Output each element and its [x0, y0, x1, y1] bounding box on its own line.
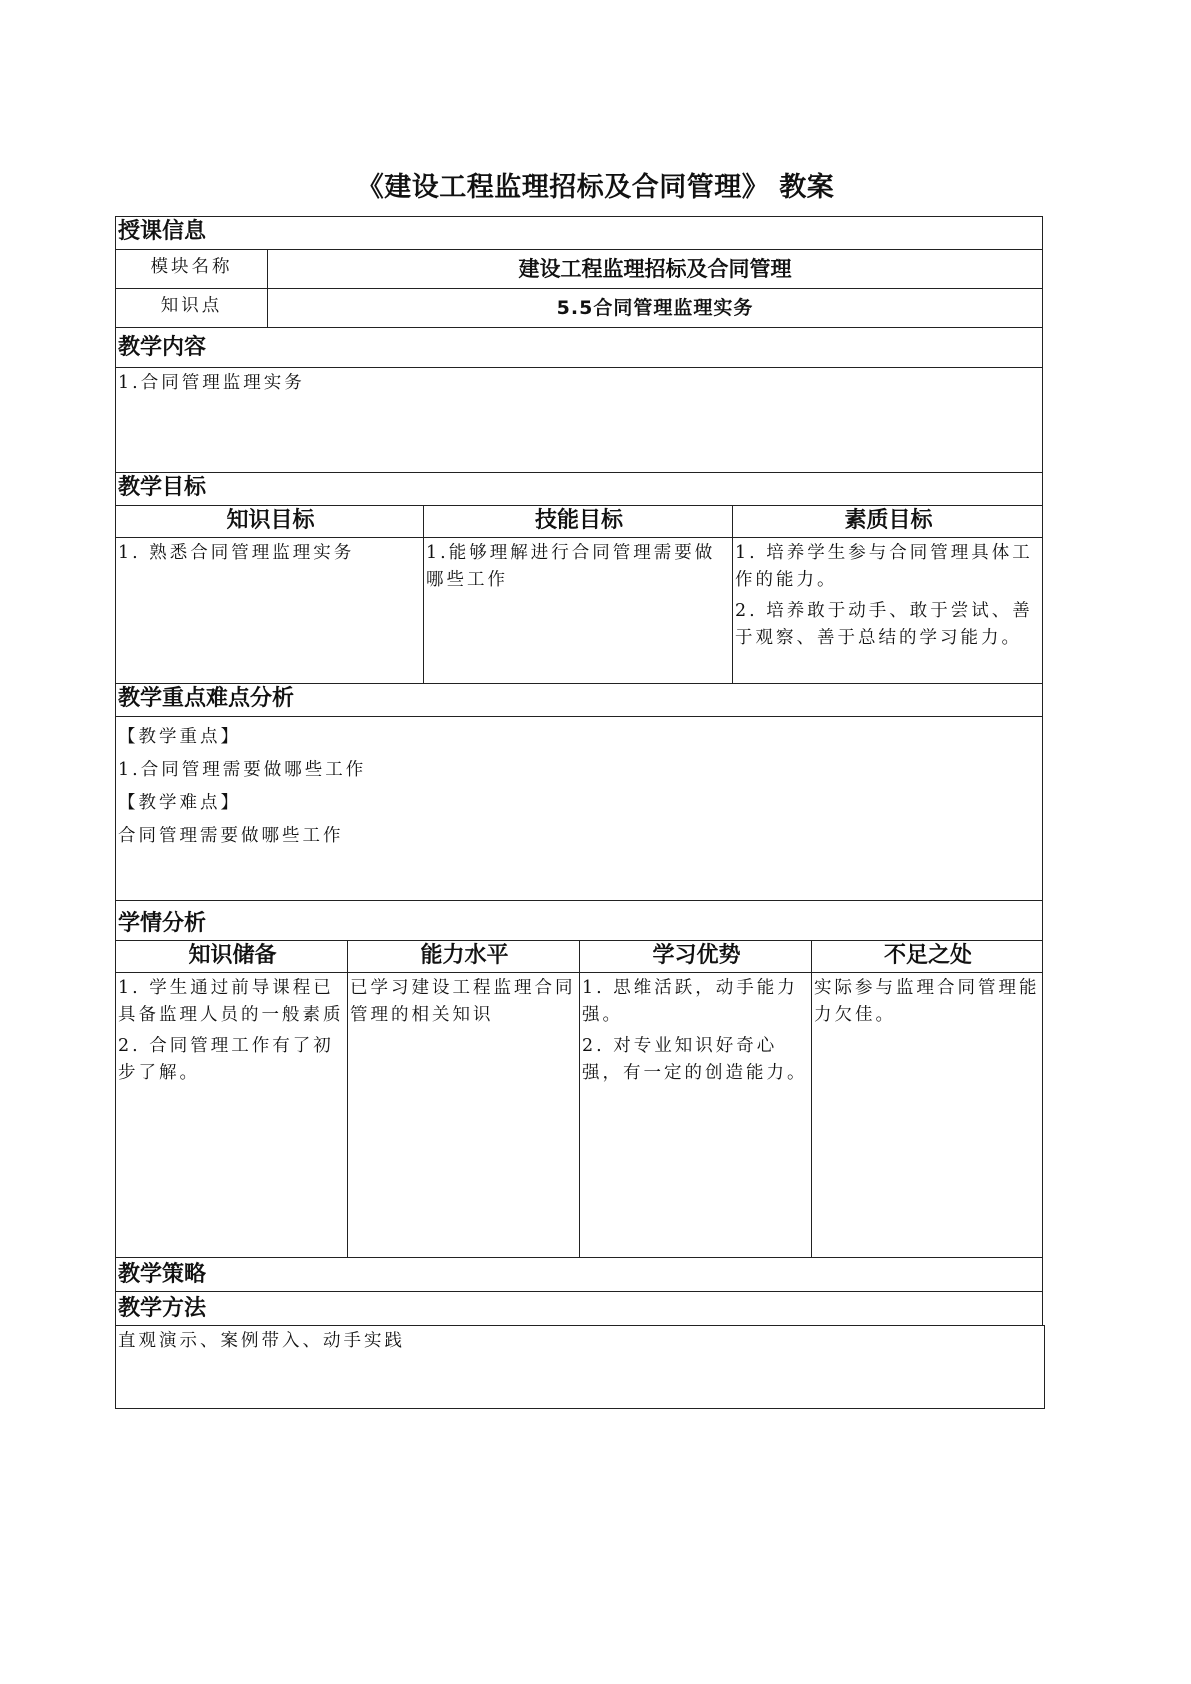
analysis-advantage-item: 1. 思维活跃，动手能力强。 — [582, 978, 798, 1025]
goal-skill-text: 1.能够理解进行合同管理需要做哪些工作 — [423, 537, 733, 684]
goal-header-skill: 技能目标 — [423, 505, 733, 538]
module-name-label: 模块名称 — [115, 249, 268, 289]
goal-quality-item: 1. 培养学生参与合同管理具体工作的能力。 — [735, 543, 1033, 590]
goal-quality-cell — [732, 537, 1043, 684]
module-name-value: 建设工程监理招标及合同管理 — [267, 249, 1043, 289]
section-analysis-header: 学情分析 — [115, 900, 1043, 941]
focus-label: 【教学重点】 — [118, 727, 241, 747]
section-content-header: 教学内容 — [115, 327, 1043, 368]
analysis-header-advantage: 学习优势 — [579, 940, 812, 973]
focus-text: 1.合同管理需要做哪些工作 — [118, 760, 367, 780]
difficulty-label: 【教学难点】 — [118, 793, 241, 813]
analysis-advantage-item: 2. 对专业知识好奇心强，有一定的创造能力。 — [582, 1036, 808, 1083]
section-keypoints-header: 教学重点难点分析 — [115, 683, 1043, 717]
analysis-header-ability: 能力水平 — [347, 940, 580, 973]
analysis-knowledge-item: 2. 合同管理工作有了初步了解。 — [118, 1036, 334, 1083]
analysis-shortage-text: 实际参与监理合同管理能力欠佳。 — [811, 972, 1043, 1258]
section-strategy-header: 教学策略 — [115, 1257, 1043, 1292]
keypoints-cell — [115, 716, 1043, 901]
section-info-header: 授课信息 — [115, 216, 1043, 250]
analysis-knowledge-item: 1. 学生通过前导课程已具备监理人员的一般素质 — [118, 978, 344, 1025]
analysis-ability-text: 已学习建设工程监理合同管理的相关知识 — [347, 972, 580, 1258]
method-label: 教学方法 — [115, 1291, 1043, 1326]
goal-knowledge-text: 1. 熟悉合同管理监理实务 — [115, 537, 424, 684]
goal-quality-item: 2. 培养敢于动手、敢于尝试、善于观察、善于总结的学习能力。 — [735, 601, 1033, 648]
page-title: 《建设工程监理招标及合同管理》 教案 — [356, 172, 835, 203]
difficulty-text: 合同管理需要做哪些工作 — [118, 826, 344, 846]
section-goals-header: 教学目标 — [115, 472, 1043, 506]
goal-header-knowledge: 知识目标 — [115, 505, 424, 538]
analysis-advantage-cell — [579, 972, 812, 1258]
content-text: 1.合同管理监理实务 — [115, 367, 1043, 473]
method-text: 直观演示、案例带入、动手实践 — [115, 1325, 1045, 1409]
goal-header-quality: 素质目标 — [732, 505, 1043, 538]
knowledge-point-value: 5.5合同管理监理实务 — [267, 288, 1043, 328]
analysis-header-knowledge: 知识储备 — [115, 940, 348, 973]
analysis-knowledge-cell — [115, 972, 348, 1258]
knowledge-point-label: 知识点 — [115, 288, 268, 328]
analysis-header-shortage: 不足之处 — [811, 940, 1043, 973]
